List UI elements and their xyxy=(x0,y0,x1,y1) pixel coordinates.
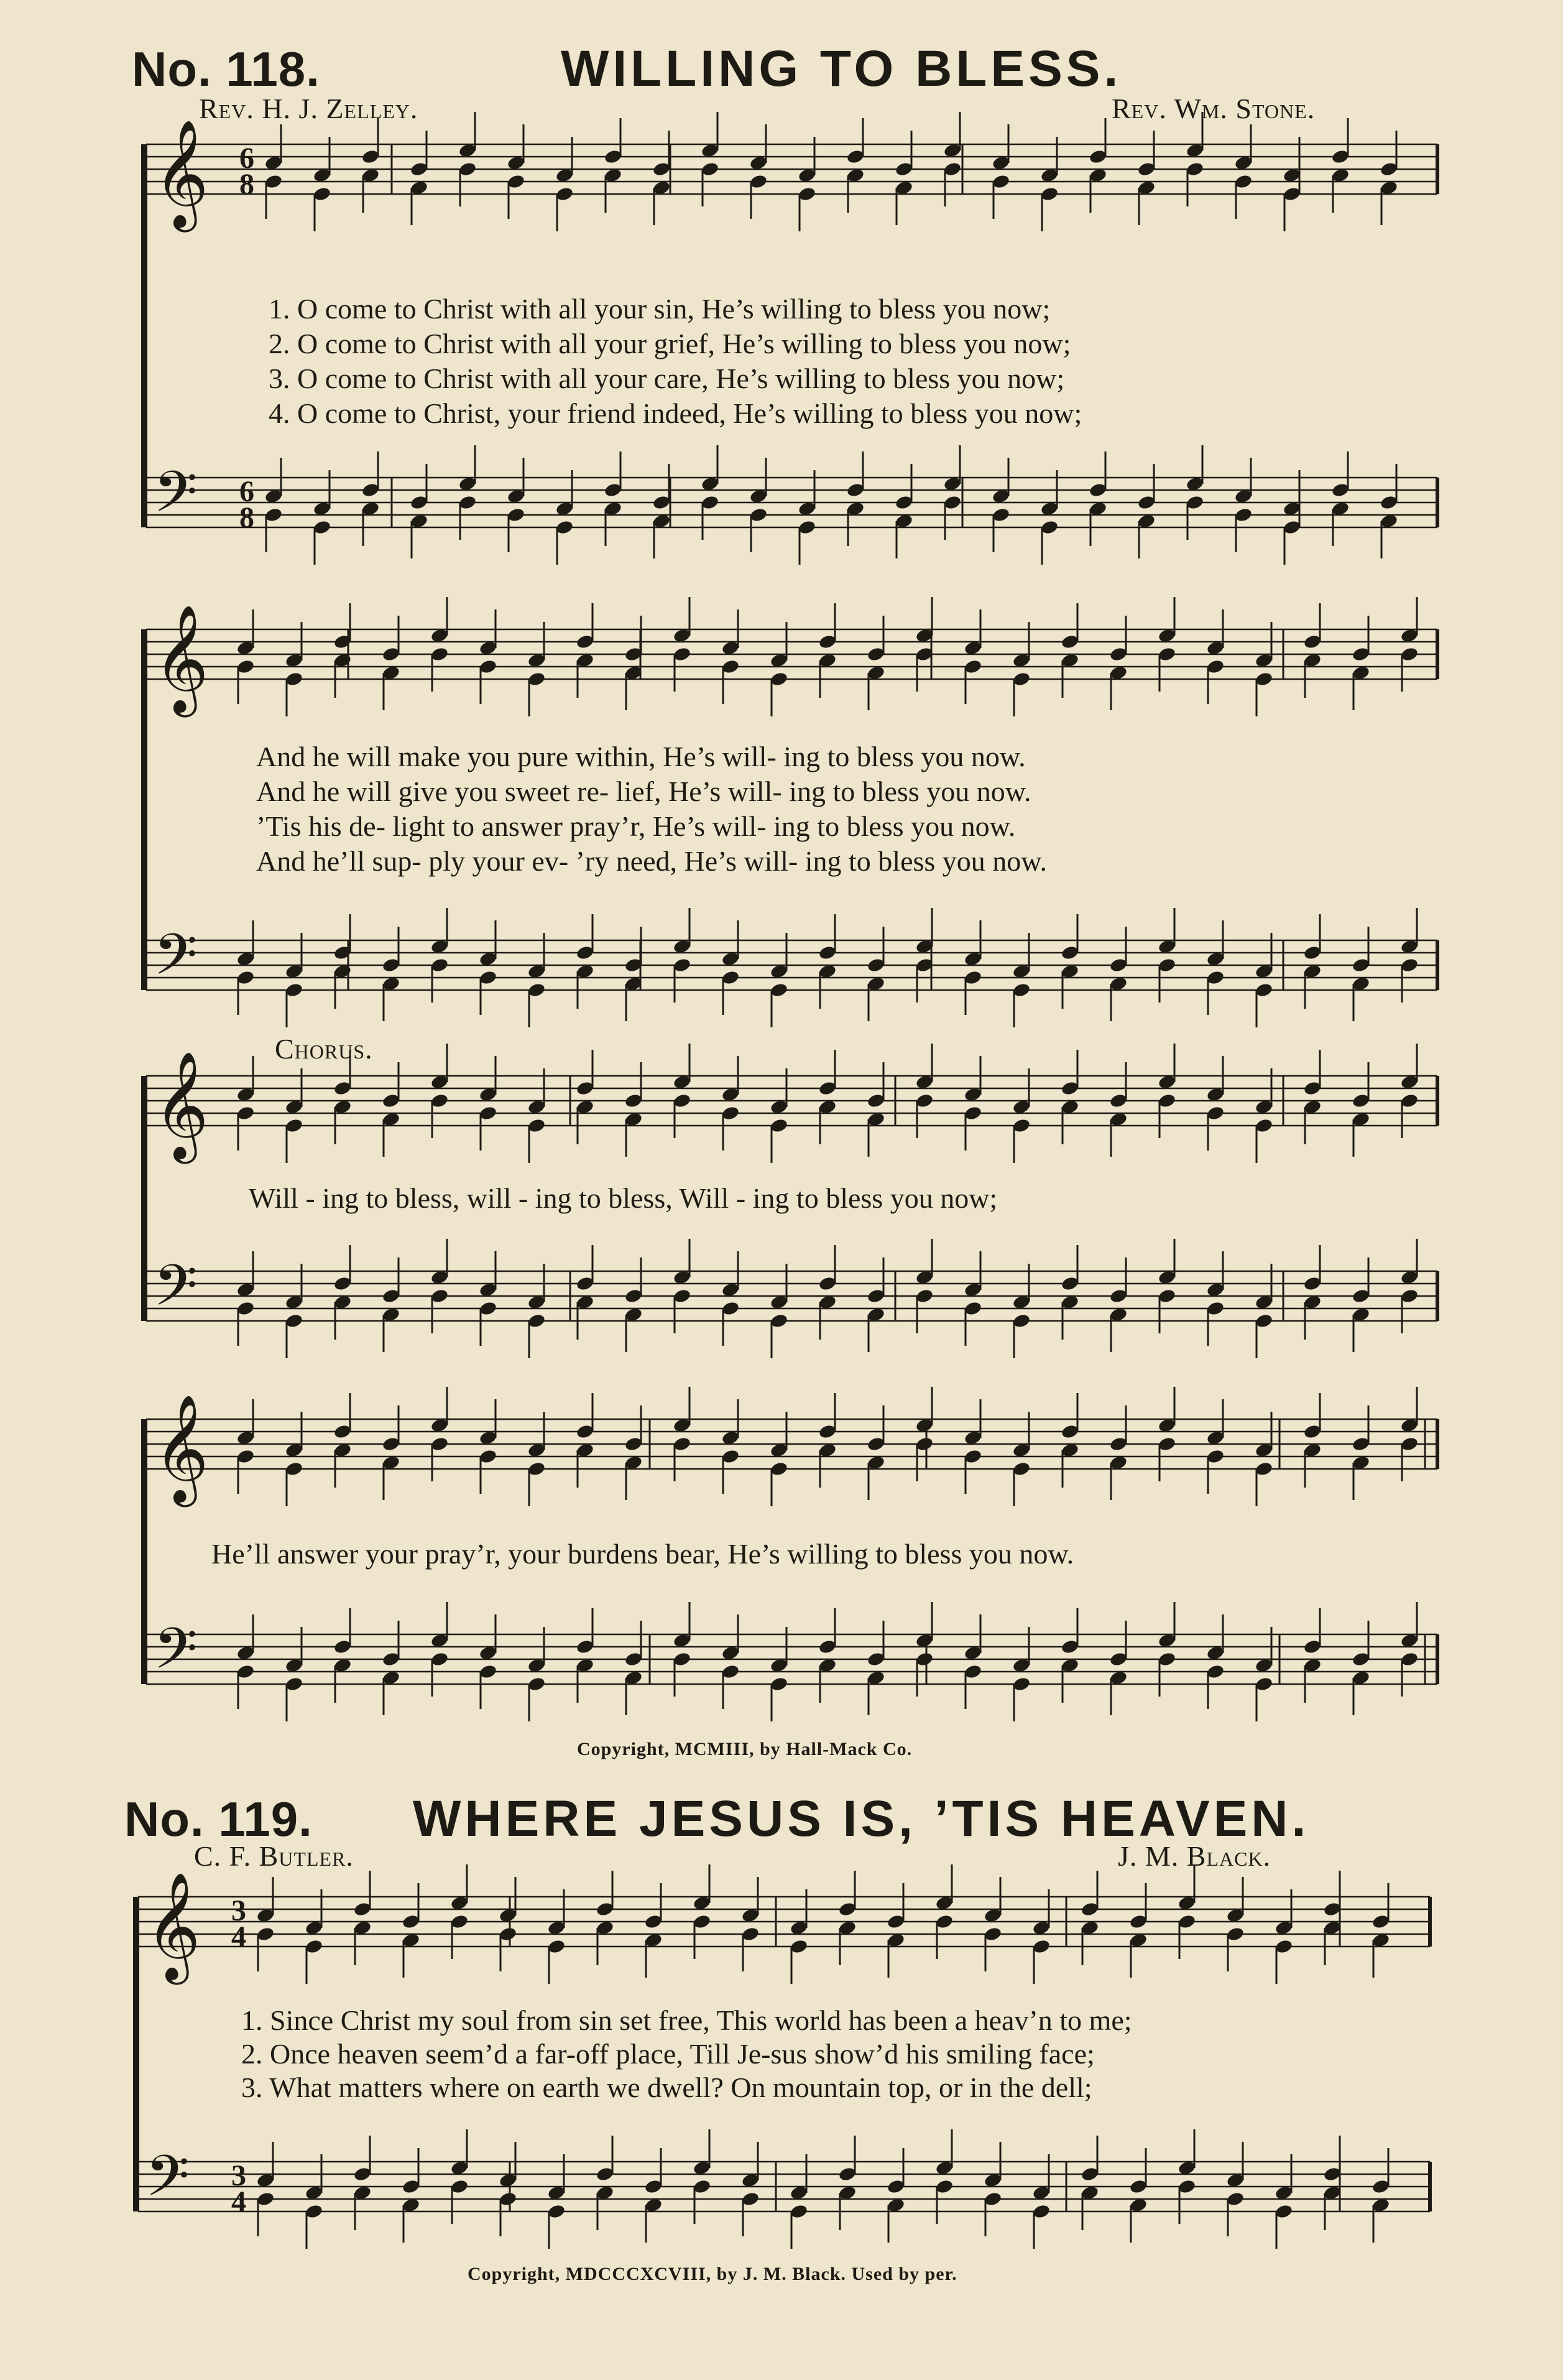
h119-treble-time-sig-bottom: 4 xyxy=(231,1920,246,1953)
hymn-118-title: WILLING TO BLESS. xyxy=(561,40,1122,97)
chorus-line-2: He’ll answer your pray’r, your burdens bear, He’s willing to bless you now. xyxy=(211,1538,1074,1570)
h118-sys1-treble-time-sig-top: 6 xyxy=(239,142,254,175)
hymn-119-composer: J. M. Black. xyxy=(1118,1840,1271,1872)
hymn-118-verse-cont-2: And he will give you sweet re- lief, He’s will- ing to bless you now. xyxy=(256,776,1031,807)
h119-treble-time-sig-top: 3 xyxy=(231,1894,246,1927)
h118-sys1-treble-treble-clef: 𝄞 xyxy=(154,119,209,228)
hymn-119-copyright: Copyright, MDCCCXCVIII, by J. M. Black. Used by per. xyxy=(468,2264,957,2284)
hymn-118-composer: Rev. Wm. Stone. xyxy=(1112,93,1316,124)
hymn-118-verse-cont-3: ’Tis his de- light to answer pray’r, He’s will- ing to bless you now. xyxy=(256,810,1016,842)
hymn-119-title: WHERE JESUS IS, ’TIS HEAVEN. xyxy=(413,1790,1310,1847)
h118-sys1-bass-bass-clef: 𝄢 xyxy=(154,459,198,539)
h119-bass-time-sig-top: 3 xyxy=(231,2159,246,2192)
hymn-118-verse-cont-1: And he will make you pure within, He’s will- ing to bless you now. xyxy=(256,741,1026,772)
h118-sys2-bass-bass-clef: 𝄢 xyxy=(154,922,198,1001)
h118-sys1-bass-time-sig-top: 6 xyxy=(239,475,254,508)
hymn-118-author: Rev. H. J. Zelley. xyxy=(199,93,418,124)
h119-bass-time-sig-bottom: 4 xyxy=(231,2185,246,2218)
hymn-118-copyright: Copyright, MCMIII, by Hall-Mack Co. xyxy=(577,1739,913,1759)
h119-bass-bass-clef: 𝄢 xyxy=(145,2143,190,2223)
chorus-label: Chorus. xyxy=(275,1033,373,1065)
h118-sys3-treble-treble-clef: 𝄞 xyxy=(154,1051,209,1159)
h118-sys1-bass-time-sig-bottom: 8 xyxy=(239,501,254,534)
h118-sys2-treble-treble-clef: 𝄞 xyxy=(154,604,209,713)
hymn-118-verse-cont-4: And he’ll sup- ply your ev- ’ry need, He’s will- ing to bless you now. xyxy=(256,845,1048,877)
h118-sys1-treble-time-sig-bottom: 8 xyxy=(239,168,254,201)
hymn-119-author: C. F. Butler. xyxy=(194,1840,354,1872)
h118-sys3-bass-bass-clef: 𝄢 xyxy=(154,1253,198,1332)
hymn-119-verse-line-2: 2. Once heaven seem’d a far-off place, Till Je-sus show’d his smiling face; xyxy=(241,2038,1095,2070)
hymn-118-number: No. 118. xyxy=(132,42,320,96)
hymn-119-verse-line-3: 3. What matters where on earth we dwell? On mountain top, or in the dell; xyxy=(241,2072,1092,2103)
h118-sys4-treble-treble-clef: 𝄞 xyxy=(154,1394,209,1503)
hymn-119-verse-line-1: 1. Since Christ my soul from sin set free, This world has been a heav’n to me; xyxy=(241,2004,1132,2036)
hymn-118-verse-line-4: 4. O come to Christ, your friend indeed, He’s willing to bless you now; xyxy=(269,397,1082,429)
h119-treble-treble-clef: 𝄞 xyxy=(145,1872,201,1980)
h118-sys4-bass-bass-clef: 𝄢 xyxy=(154,1616,198,1695)
chorus-line-1: Will - ing to bless, will - ing to bless, Will - ing to bless you now; xyxy=(249,1182,998,1214)
hymn-118-verse-line-2: 2. O come to Christ with all your grief, He’s willing to bless you now; xyxy=(269,328,1071,359)
hymn-118-verse-line-3: 3. O come to Christ with all your care, He’s willing to bless you now; xyxy=(269,363,1065,394)
hymn-119-number: No. 119. xyxy=(124,1792,313,1846)
hymn-118-verse-line-1: 1. O come to Christ with all your sin, He’s willing to bless you now; xyxy=(269,293,1051,325)
